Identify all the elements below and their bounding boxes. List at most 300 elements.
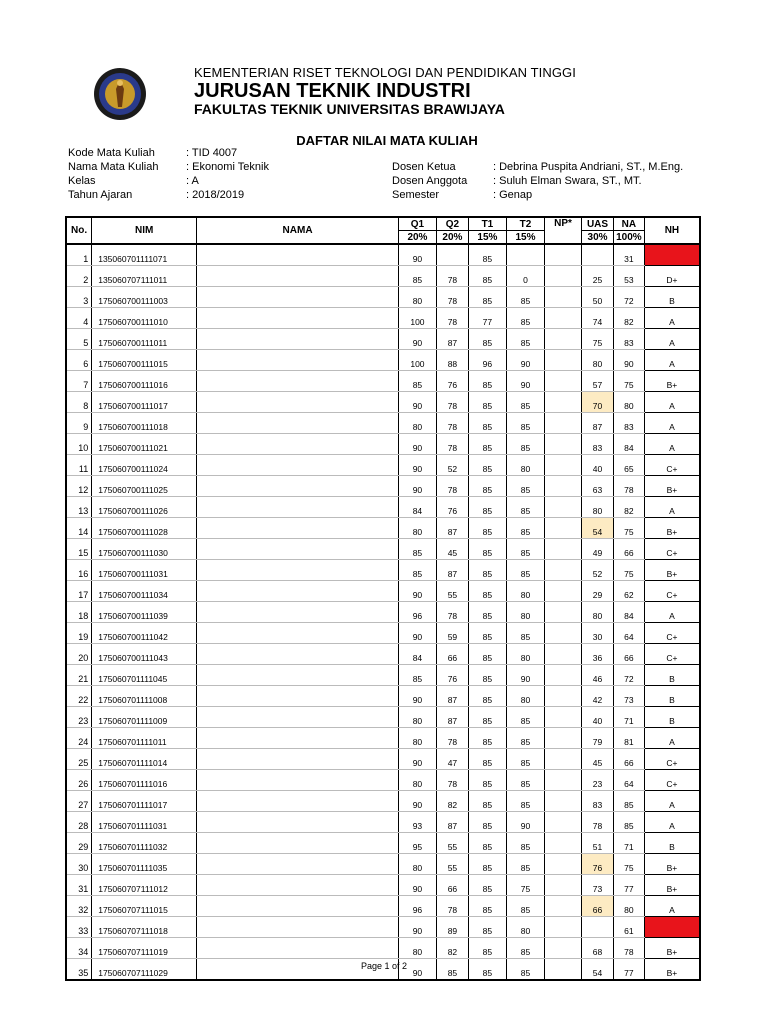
cell-t1: 85 (468, 518, 506, 539)
info-value: : TID 4007 (186, 147, 238, 159)
cell-q1: 90 (398, 476, 436, 497)
cell-np (545, 287, 582, 308)
cell-q1: 96 (398, 602, 436, 623)
cell-nh: C+ (644, 749, 700, 770)
cell-uas: 66 (582, 896, 614, 917)
cell-q1: 80 (398, 728, 436, 749)
table-row (66, 266, 700, 287)
cell-q1: 80 (398, 854, 436, 875)
cell-np (545, 581, 582, 602)
table-row (66, 476, 700, 497)
cell-t2: 85 (506, 938, 544, 959)
cell-uas: 54 (582, 518, 614, 539)
cell-t1: 85 (468, 686, 506, 707)
table-row (66, 329, 700, 350)
cell-np (545, 854, 582, 875)
grade-rows (66, 244, 700, 980)
cell-q2: 78 (436, 602, 468, 623)
cell-nim: 175060700111015 (92, 350, 197, 371)
cell-nh: B+ (644, 959, 700, 981)
cell-uas: 23 (582, 770, 614, 791)
cell-q2: 82 (436, 938, 468, 959)
cell-na: 80 (613, 392, 644, 413)
col-header-q2: Q2 (436, 217, 468, 231)
cell-q2: 88 (436, 350, 468, 371)
cell-nh: C+ (644, 539, 700, 560)
cell-nh: A (644, 350, 700, 371)
cell-na: 78 (613, 938, 644, 959)
cell-nim: 175060707111019 (92, 938, 197, 959)
cell-q2: 78 (436, 308, 468, 329)
cell-no: 21 (66, 665, 92, 686)
cell-uas (582, 244, 614, 266)
cell-q2: 55 (436, 854, 468, 875)
cell-na: 83 (613, 413, 644, 434)
cell-uas: 87 (582, 413, 614, 434)
cell-t1: 85 (468, 791, 506, 812)
weight-t2: 15% (506, 231, 544, 245)
table-row (66, 392, 700, 413)
cell-uas: 76 (582, 854, 614, 875)
table-row (66, 896, 700, 917)
cell-uas: 83 (582, 434, 614, 455)
cell-na: 83 (613, 329, 644, 350)
cell-t1: 85 (468, 329, 506, 350)
cell-q1: 84 (398, 644, 436, 665)
cell-na: 72 (613, 665, 644, 686)
cell-no: 17 (66, 581, 92, 602)
cell-na: 64 (613, 770, 644, 791)
cell-t1: 85 (468, 497, 506, 518)
cell-no: 4 (66, 308, 92, 329)
cell-uas: 46 (582, 665, 614, 686)
cell-nim: 175060701111031 (92, 812, 197, 833)
cell-q2: 78 (436, 287, 468, 308)
cell-nh: C+ (644, 644, 700, 665)
cell-uas: 54 (582, 959, 614, 981)
cell-na: 90 (613, 350, 644, 371)
cell-no: 29 (66, 833, 92, 854)
table-row (66, 623, 700, 644)
cell-t2: 85 (506, 749, 544, 770)
cell-nim: 175060700111026 (92, 497, 197, 518)
cell-nama (197, 728, 399, 749)
cell-q1: 96 (398, 896, 436, 917)
cell-nh: A (644, 602, 700, 623)
cell-np (545, 665, 582, 686)
cell-uas: 45 (582, 749, 614, 770)
cell-t2: 85 (506, 476, 544, 497)
cell-no: 28 (66, 812, 92, 833)
table-row (66, 644, 700, 665)
cell-q2: 78 (436, 392, 468, 413)
info-value: : Genap (493, 189, 533, 201)
cell-nim: 175060707111015 (92, 896, 197, 917)
cell-uas: 68 (582, 938, 614, 959)
cell-q1: 80 (398, 518, 436, 539)
info-value: : Debrina Puspita Andriani, ST., M.Eng. (493, 161, 684, 173)
table-row (66, 287, 700, 308)
cell-uas: 83 (582, 791, 614, 812)
cell-t2: 85 (506, 770, 544, 791)
cell-q1: 85 (398, 560, 436, 581)
cell-t2: 85 (506, 707, 544, 728)
cell-t1: 85 (468, 455, 506, 476)
cell-no: 34 (66, 938, 92, 959)
cell-q1: 90 (398, 329, 436, 350)
cell-uas: 79 (582, 728, 614, 749)
cell-t1: 85 (468, 623, 506, 644)
cell-no: 23 (66, 707, 92, 728)
table-row (66, 875, 700, 896)
cell-np (545, 455, 582, 476)
cell-t1: 85 (468, 644, 506, 665)
cell-q2: 52 (436, 455, 468, 476)
cell-na: 84 (613, 602, 644, 623)
cell-q1: 90 (398, 917, 436, 938)
cell-no: 31 (66, 875, 92, 896)
cell-q1: 90 (398, 581, 436, 602)
cell-q1: 90 (398, 749, 436, 770)
cell-q2: 87 (436, 329, 468, 350)
cell-q2: 87 (436, 812, 468, 833)
cell-nim: 175060700111025 (92, 476, 197, 497)
cell-nh: B+ (644, 518, 700, 539)
cell-uas: 73 (582, 875, 614, 896)
cell-nama (197, 497, 399, 518)
cell-np (545, 791, 582, 812)
cell-t1: 85 (468, 287, 506, 308)
cell-nim: 175060701111035 (92, 854, 197, 875)
cell-uas: 78 (582, 812, 614, 833)
cell-np (545, 812, 582, 833)
faculty-name: FAKULTAS TEKNIK UNIVERSITAS BRAWIJAYA (194, 101, 505, 117)
cell-t1: 85 (468, 371, 506, 392)
cell-t1: 85 (468, 812, 506, 833)
cell-no: 14 (66, 518, 92, 539)
cell-q2: 82 (436, 791, 468, 812)
cell-nh: A (644, 497, 700, 518)
cell-nama (197, 770, 399, 791)
cell-no: 22 (66, 686, 92, 707)
table-row (66, 602, 700, 623)
cell-q1: 95 (398, 833, 436, 854)
col-header-na: NA (613, 217, 644, 231)
cell-t1: 85 (468, 917, 506, 938)
cell-np (545, 875, 582, 896)
table-row (66, 665, 700, 686)
cell-t2: 80 (506, 644, 544, 665)
cell-uas: 63 (582, 476, 614, 497)
cell-nama (197, 308, 399, 329)
cell-na: 72 (613, 287, 644, 308)
cell-np (545, 539, 582, 560)
cell-np (545, 329, 582, 350)
cell-no: 9 (66, 413, 92, 434)
cell-nama (197, 455, 399, 476)
table-row (66, 308, 700, 329)
col-header-uas: UAS (582, 217, 614, 231)
cell-t2: 80 (506, 602, 544, 623)
col-header-nama: NAMA (197, 217, 399, 244)
table-row (66, 917, 700, 938)
table-row (66, 812, 700, 833)
col-header-q1: Q1 (398, 217, 436, 231)
cell-t2: 90 (506, 665, 544, 686)
cell-uas: 57 (582, 371, 614, 392)
cell-nh: B+ (644, 476, 700, 497)
cell-nh: C+ (644, 770, 700, 791)
cell-t2: 85 (506, 392, 544, 413)
cell-uas: 80 (582, 497, 614, 518)
cell-nh: B+ (644, 371, 700, 392)
cell-na: 82 (613, 308, 644, 329)
cell-na: 80 (613, 896, 644, 917)
cell-nh: B+ (644, 560, 700, 581)
cell-q1: 85 (398, 371, 436, 392)
cell-np (545, 497, 582, 518)
cell-nh: C+ (644, 455, 700, 476)
cell-t2: 90 (506, 350, 544, 371)
col-header-no: No. (66, 217, 92, 244)
cell-na: 75 (613, 854, 644, 875)
cell-q1: 90 (398, 244, 436, 266)
cell-nh: E (644, 917, 700, 938)
cell-nama (197, 749, 399, 770)
cell-q2: 78 (436, 434, 468, 455)
cell-nama (197, 812, 399, 833)
cell-q1: 90 (398, 959, 436, 981)
cell-nh: B (644, 686, 700, 707)
cell-nh: A (644, 812, 700, 833)
cell-uas: 49 (582, 539, 614, 560)
cell-uas: 30 (582, 623, 614, 644)
cell-q2: 78 (436, 476, 468, 497)
cell-t1: 85 (468, 244, 506, 266)
cell-q1: 90 (398, 434, 436, 455)
cell-nim: 175060707111018 (92, 917, 197, 938)
cell-uas: 40 (582, 707, 614, 728)
cell-nh: B (644, 707, 700, 728)
cell-nh: A (644, 308, 700, 329)
cell-no: 3 (66, 287, 92, 308)
cell-t1: 85 (468, 602, 506, 623)
cell-t2: 75 (506, 875, 544, 896)
cell-na: 81 (613, 728, 644, 749)
cell-nh: A (644, 392, 700, 413)
cell-nim: 175060700111028 (92, 518, 197, 539)
cell-nim: 175060700111017 (92, 392, 197, 413)
cell-t2: 85 (506, 854, 544, 875)
weight-q2: 20% (436, 231, 468, 245)
info-label: Semester (392, 189, 440, 201)
cell-nama (197, 476, 399, 497)
cell-t2: 0 (506, 266, 544, 287)
grades-table (65, 216, 701, 981)
info-label: Dosen Anggota (392, 175, 468, 187)
cell-nama (197, 644, 399, 665)
cell-no: 6 (66, 350, 92, 371)
cell-t2 (506, 244, 544, 266)
cell-nim: 135060707111011 (92, 266, 197, 287)
cell-np (545, 896, 582, 917)
cell-uas: 40 (582, 455, 614, 476)
cell-q1: 80 (398, 707, 436, 728)
cell-nh: B+ (644, 875, 700, 896)
weight-q1: 20% (398, 231, 436, 245)
cell-np (545, 728, 582, 749)
cell-nama (197, 518, 399, 539)
cell-na: 75 (613, 371, 644, 392)
cell-uas: 50 (582, 287, 614, 308)
cell-na: 77 (613, 959, 644, 981)
cell-nh: B (644, 287, 700, 308)
cell-uas: 36 (582, 644, 614, 665)
cell-na: 71 (613, 833, 644, 854)
cell-np (545, 833, 582, 854)
cell-t1: 85 (468, 728, 506, 749)
cell-q1: 85 (398, 665, 436, 686)
cell-q2: 55 (436, 833, 468, 854)
cell-nim: 175060700111031 (92, 560, 197, 581)
table-row (66, 581, 700, 602)
table-row (66, 350, 700, 371)
cell-q2: 87 (436, 560, 468, 581)
cell-na: 53 (613, 266, 644, 287)
cell-uas: 51 (582, 833, 614, 854)
cell-nama (197, 938, 399, 959)
cell-no: 12 (66, 476, 92, 497)
cell-t2: 80 (506, 581, 544, 602)
cell-q2: 55 (436, 581, 468, 602)
cell-uas: 70 (582, 392, 614, 413)
cell-q1: 80 (398, 938, 436, 959)
cell-na: 75 (613, 518, 644, 539)
cell-nama (197, 392, 399, 413)
cell-t2: 85 (506, 959, 544, 981)
info-label: Kelas (68, 175, 96, 187)
cell-nim: 135060701111071 (92, 244, 197, 266)
cell-no: 11 (66, 455, 92, 476)
cell-t1: 85 (468, 854, 506, 875)
cell-na: 73 (613, 686, 644, 707)
cell-nama (197, 371, 399, 392)
table-row (66, 938, 700, 959)
cell-nama (197, 602, 399, 623)
cell-q2: 78 (436, 266, 468, 287)
weight-na: 100% (613, 231, 644, 245)
table-row (66, 244, 700, 266)
cell-t2: 80 (506, 455, 544, 476)
cell-nim: 175060700111021 (92, 434, 197, 455)
cell-q2: 76 (436, 371, 468, 392)
cell-no: 32 (66, 896, 92, 917)
cell-t2: 80 (506, 917, 544, 938)
cell-q1: 90 (398, 686, 436, 707)
cell-nim: 175060701111045 (92, 665, 197, 686)
cell-uas: 75 (582, 329, 614, 350)
cell-nh: A (644, 434, 700, 455)
col-header-nim: NIM (92, 217, 197, 244)
cell-nim: 175060700111030 (92, 539, 197, 560)
table-row (66, 686, 700, 707)
cell-nama (197, 560, 399, 581)
cell-np (545, 644, 582, 665)
cell-nh: C+ (644, 623, 700, 644)
cell-nama (197, 686, 399, 707)
cell-nh: A (644, 728, 700, 749)
department-name: JURUSAN TEKNIK INDUSTRI (194, 80, 471, 102)
cell-nama (197, 833, 399, 854)
cell-q2: 78 (436, 896, 468, 917)
cell-t1: 85 (468, 896, 506, 917)
cell-no: 1 (66, 244, 92, 266)
cell-t2: 85 (506, 308, 544, 329)
cell-q1: 90 (398, 791, 436, 812)
university-logo (93, 67, 147, 121)
table-row (66, 371, 700, 392)
cell-q2: 87 (436, 707, 468, 728)
cell-t1: 85 (468, 266, 506, 287)
cell-nim: 175060701111032 (92, 833, 197, 854)
cell-t1: 77 (468, 308, 506, 329)
cell-nim: 175060700111034 (92, 581, 197, 602)
cell-nim: 175060700111043 (92, 644, 197, 665)
cell-uas: 25 (582, 266, 614, 287)
cell-q2: 78 (436, 413, 468, 434)
cell-na: 75 (613, 560, 644, 581)
cell-na: 64 (613, 623, 644, 644)
cell-q1: 90 (398, 875, 436, 896)
cell-q1: 100 (398, 308, 436, 329)
weight-uas: 30% (582, 231, 614, 245)
cell-nama (197, 539, 399, 560)
cell-t1: 85 (468, 875, 506, 896)
info-label: Dosen Ketua (392, 161, 456, 173)
cell-no: 26 (66, 770, 92, 791)
cell-nama (197, 581, 399, 602)
cell-q2: 78 (436, 728, 468, 749)
cell-nim: 175060700111011 (92, 329, 197, 350)
table-row (66, 833, 700, 854)
cell-no: 10 (66, 434, 92, 455)
cell-na: 84 (613, 434, 644, 455)
cell-q2 (436, 244, 468, 266)
page-footer: Page 1 of 2 (360, 961, 408, 971)
cell-no: 18 (66, 602, 92, 623)
cell-no: 35 (66, 959, 92, 981)
cell-nh: B+ (644, 854, 700, 875)
cell-t1: 85 (468, 413, 506, 434)
cell-nama (197, 434, 399, 455)
cell-np (545, 476, 582, 497)
cell-t2: 80 (506, 686, 544, 707)
cell-nh: E (644, 244, 700, 266)
cell-np (545, 602, 582, 623)
info-label: Tahun Ajaran (68, 189, 133, 201)
cell-t1: 85 (468, 476, 506, 497)
cell-no: 5 (66, 329, 92, 350)
cell-q1: 84 (398, 497, 436, 518)
table-row (66, 854, 700, 875)
col-header-t2: T2 (506, 217, 544, 231)
info-value: : 2018/2019 (186, 189, 245, 201)
cell-nim: 175060700111003 (92, 287, 197, 308)
cell-t1: 85 (468, 539, 506, 560)
cell-no: 8 (66, 392, 92, 413)
cell-q1: 80 (398, 770, 436, 791)
cell-uas: 80 (582, 602, 614, 623)
